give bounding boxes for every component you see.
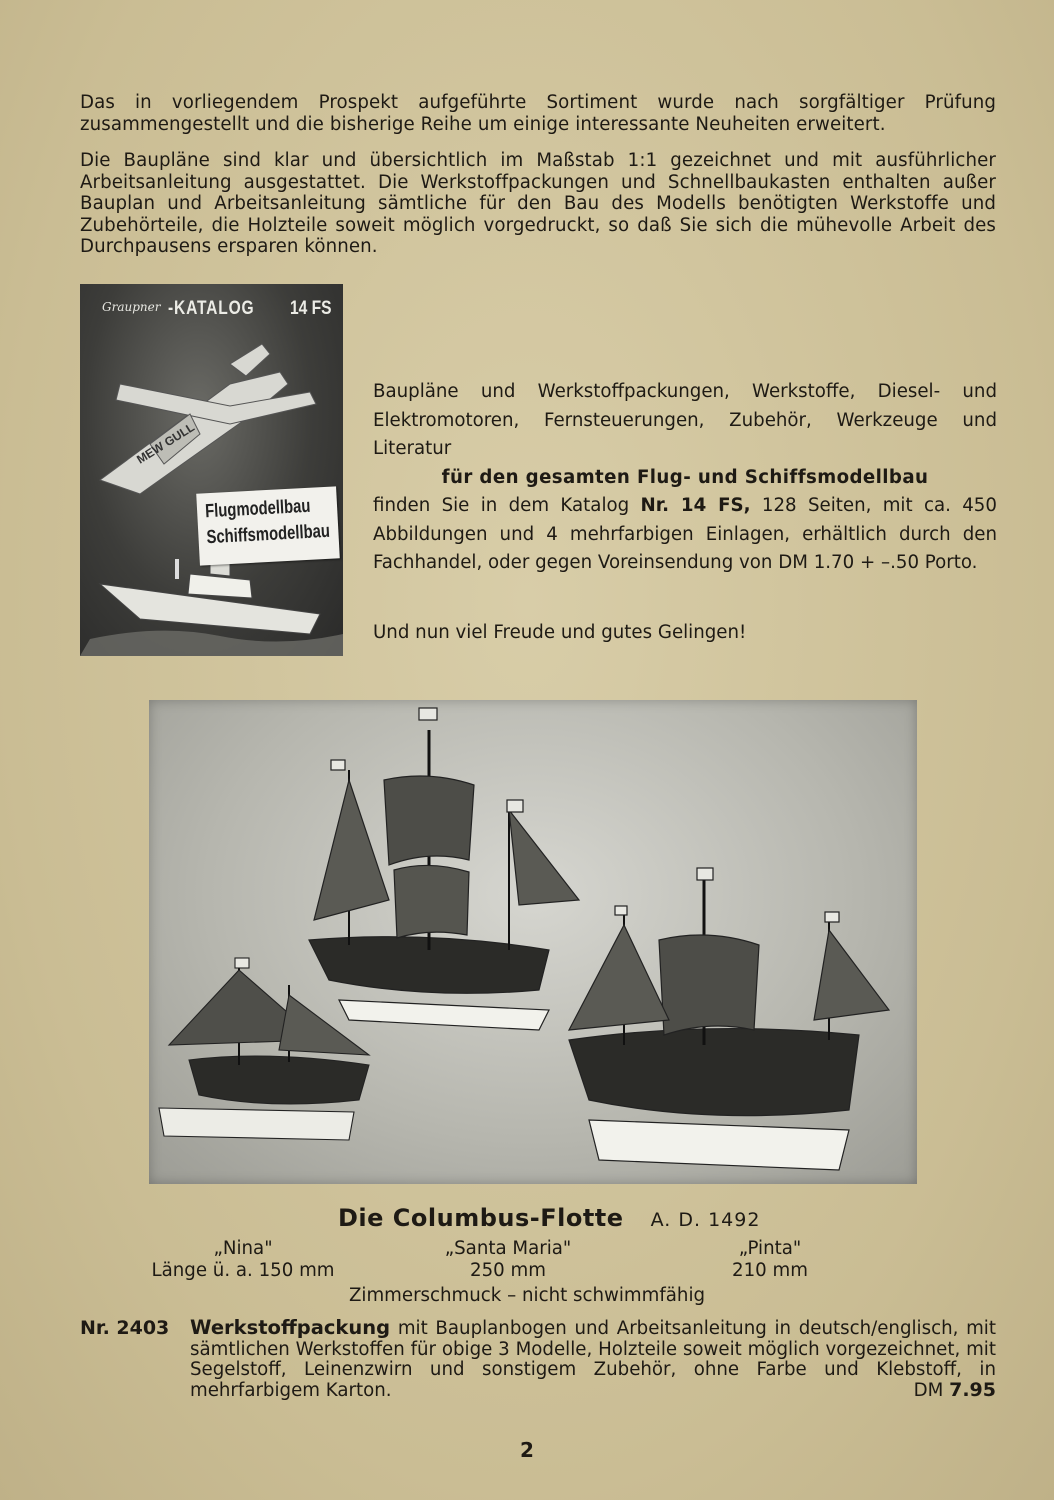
cover-label-line-2: Schiffsmodellbau — [205, 520, 331, 549]
intro-paragraph-1: Das in vorliegendem Prospekt aufgeführte Sortiment wurde nach sorgfältiger Prüfung zusammengestellt und die bisherige Reihe um einige interessante Neuheiten erweitert. — [80, 92, 996, 135]
ship-info-nina — [128, 1238, 358, 1282]
cover-label — [196, 486, 340, 565]
ship-name: „Nina" — [213, 1238, 273, 1259]
closing-line: Und nun viel Freude und gutes Gelingen! — [373, 622, 747, 643]
price-value: 7.95 — [949, 1378, 996, 1401]
airplane-illustration — [100, 344, 316, 494]
ship-info-pinta — [700, 1238, 840, 1282]
fleet-note: Zimmerschmuck – nicht schwimmfähig — [348, 1285, 706, 1306]
cover-illustration — [80, 284, 343, 656]
plane-text: MEW GULL — [134, 420, 197, 467]
ship-name: „Santa Maria" — [444, 1238, 572, 1259]
ship-length: 210 mm — [732, 1260, 808, 1281]
ship-length: 250 mm — [470, 1260, 546, 1281]
boat-illustration — [80, 554, 343, 656]
fleet-heading — [338, 1204, 760, 1232]
ship-length: Länge ü. a. 150 mm — [151, 1260, 335, 1281]
cover-code: 14 FS — [290, 298, 332, 319]
fleet-year: A. D. 1492 — [650, 1209, 761, 1231]
product-text: mit Bauplanbogen und Arbeitsanleitung in deutsch/englisch, mit sämtlichen Werkstoffen für obige 3 Modelle, Holzteile soweit möglich vorgezeichnet, mit Segelstoff, Leinenzwirn und sonstigem Zubehör, ohne Farbe und Klebstoff, in mehrfarbigem Karton. — [190, 1318, 996, 1401]
nina-model — [159, 958, 369, 1140]
product-number: Nr. 2403 — [80, 1317, 170, 1339]
pinta-model — [569, 868, 889, 1170]
santa-maria-model — [309, 708, 579, 1030]
catalog-description — [373, 378, 997, 578]
ship-models-illustration — [149, 700, 917, 1184]
fleet-title: Die Columbus-Flotte — [338, 1204, 624, 1232]
ship-info-santa-maria — [398, 1238, 618, 1282]
intro-paragraph-2: Die Baupläne sind klar und übersichtlich im Maßstab 1:1 gezeichnet und mit ausführlicher Arbeitsanleitung ausgestattet. Die Werkstoffpackungen und Schnellbaukasten enthalten außer Bauplan und Arbeitsanleitung sämtliche für den Bau des Modells benötigten Werkstoffe und Zubehörteile, die Holzteile soweit möglich vorgedruckt, so daß Sie sich die mühevolle Arbeit des Durchpausens ersparen können. — [80, 150, 996, 257]
catalog-details-post: 128 Seiten, mit ca. 450 Abbildungen und 4 mehrfarbigen Einlagen, erhältlich durch den Fachhandel, oder gegen Voreinsendung von DM 1.70 + –.50 Porto. — [373, 495, 997, 573]
ship-models-photo — [149, 700, 917, 1184]
catalog-details — [373, 492, 997, 578]
cover-title: -KATALOG — [168, 298, 255, 319]
cover-label-line-1: Flugmodellbau — [204, 495, 311, 523]
catalog-line-1: Baupläne und Werkstoffpackungen, Werkstoffe, Diesel- und Elektromotoren, Fernsteuerungen, Zubehör, Werkzeuge und Literatur — [373, 381, 997, 459]
catalog-bold-line: für den gesamten Flug- und Schiffsmodellbau — [441, 466, 929, 488]
product-price — [914, 1380, 996, 1402]
catalog-details-nr: Nr. 14 FS, — [640, 495, 751, 516]
catalog-cover-image — [80, 284, 343, 656]
product-heading: Werkstoffpackung — [190, 1316, 391, 1339]
product-description — [190, 1318, 996, 1401]
catalog-details-pre: finden Sie in dem Katalog — [373, 495, 630, 516]
ship-name: „Pinta" — [738, 1238, 802, 1259]
cover-brand: Graupner — [102, 300, 161, 314]
page-number: 2 — [520, 1438, 534, 1462]
price-prefix: DM — [913, 1379, 944, 1401]
